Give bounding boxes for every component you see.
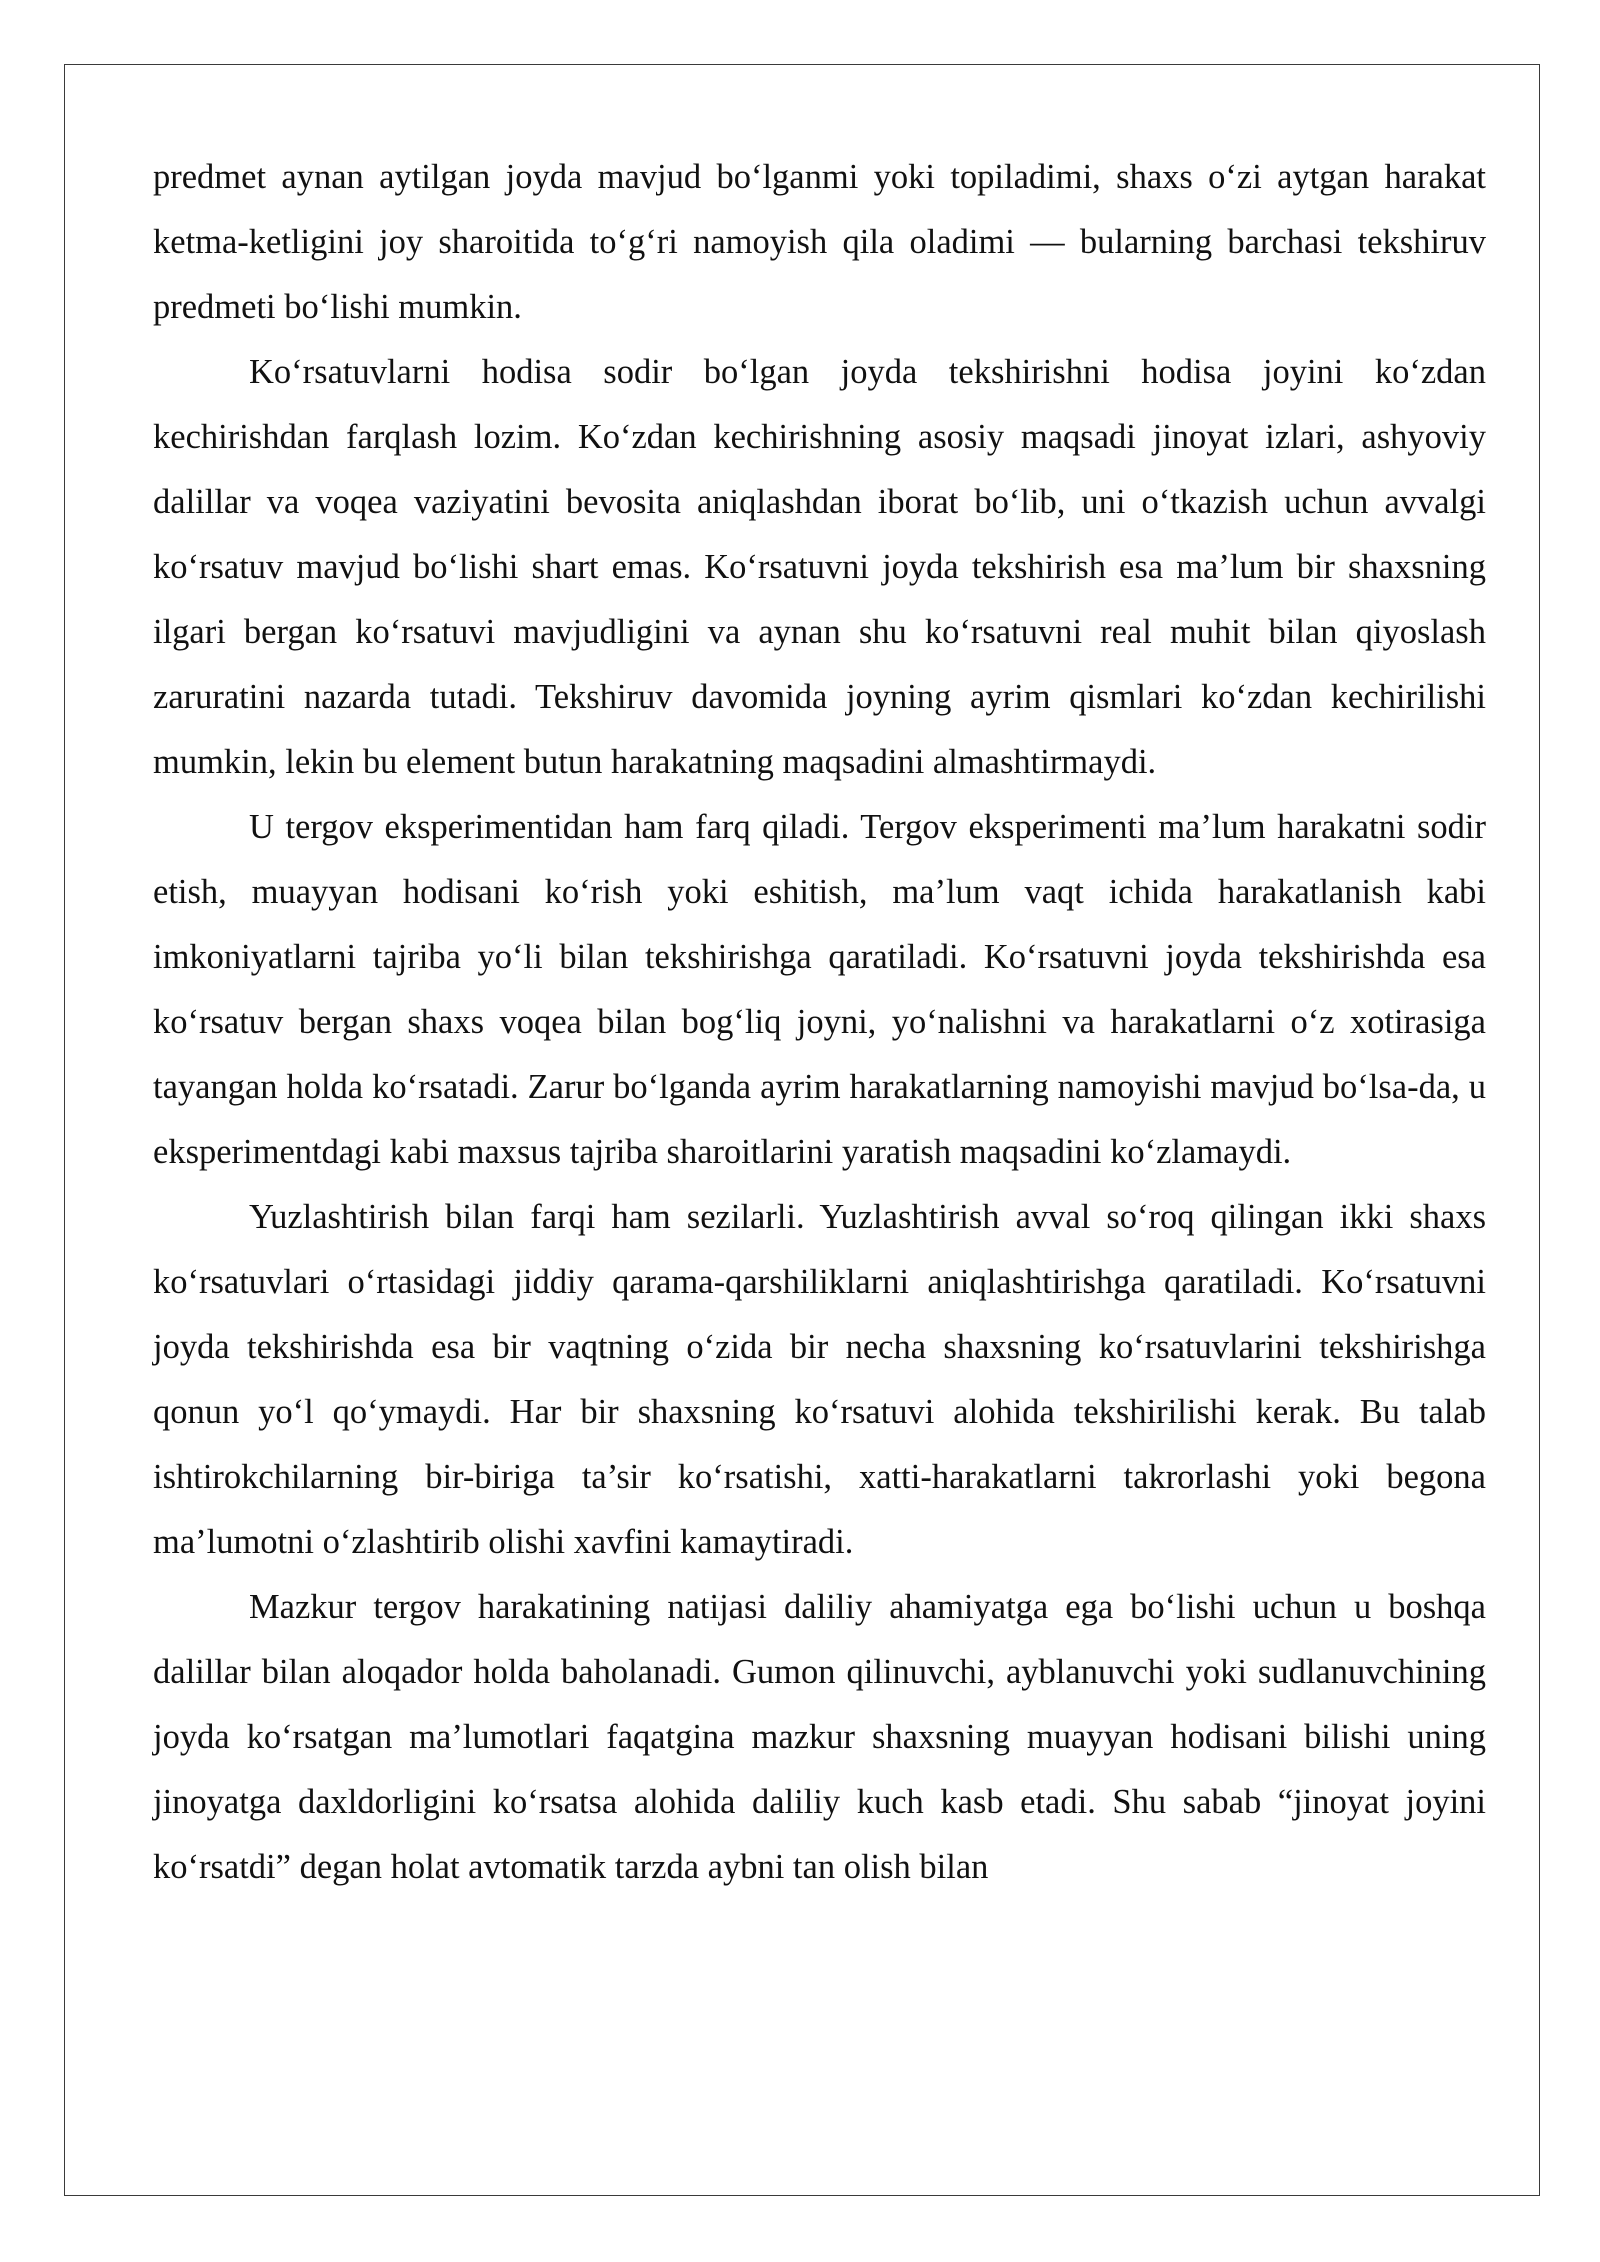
document-body (153, 145, 1486, 1900)
paragraph-experiment-difference: U tergov eksperimentidan ham farq qiladi. Tergov eksperimenti ma’lum harakatni sodir etish, muayyan hodisani ko‘rish yoki eshitish, ma’lum vaqt ichida harakatlanish kabi imkoniyatlarni tajriba yo‘li bilan tekshirishga qaratiladi. Ko‘rsatuvni joyda tekshirishda esa ko‘rsatuv bergan shaxs voqea bilan bog‘liq joyni, yo‘nalishni va harakatlarni o‘z xotirasiga tayangan holda ko‘rsatadi. Zarur bo‘lganda ayrim harakatlarning namoyishi mavjud bo‘lsa-da, u eksperimentdagi kabi maxsus tajriba sharoitlarini yaratish maqsadini ko‘zlamaydi. (153, 808, 1486, 1171)
paragraph-confrontation-difference: Yuzlashtirish bilan farqi ham sezilarli. Yuzlashtirish avval so‘roq qilingan ikki shaxs ko‘rsatuvlari o‘rtasidagi jiddiy qarama-qarshiliklarni aniqlashtirishga qaratiladi. Ko‘rsatuvni joyda tekshirishda esa bir vaqtning o‘zida bir necha shaxsning ko‘rsatuvlarini tekshirishga qonun yo‘l qo‘ymaydi. Har bir shaxsning ko‘rsatuvi alohida tekshirilishi kerak. Bu talab ishtirokchilarning bir-biriga ta’sir ko‘rsatishi, xatti-harakatlarni takrorlashi yoki begona ma’lumotni o‘zlashtirib olishi xavfini kamaytiradi. (153, 1198, 1486, 1561)
paragraph-inspection-difference: Ko‘rsatuvlarni hodisa sodir bo‘lgan joyda tekshirishni hodisa joyini ko‘zdan kechirishdan farqlash lozim. Ko‘zdan kechirishning asosiy maqsadi jinoyat izlari, ashyoviy dalillar va voqea vaziyatini bevosita aniqlashdan iborat bo‘lib, uni o‘tkazish uchun avvalgi ko‘rsatuv mavjud bo‘lishi shart emas. Ko‘rsatuvni joyda tekshirish esa ma’lum bir shaxsning ilgari bergan ko‘rsatuvi mavjudligini va aynan shu ko‘rsatuvni real muhit bilan qiyoslash zaruratini nazarda tutadi. Tekshiruv davomida joyning ayrim qismlari ko‘zdan kechirilishi mumkin, lekin bu element butun harakatning maqsadini almashtirmaydi. (153, 353, 1486, 781)
paragraph-continuation: predmet aynan aytilgan joyda mavjud bo‘lganmi yoki topiladimi, shaxs o‘zi aytgan harakat ketma-ketligini joy sharoitida to‘g‘ri namoyish qila oladimi — bularning barchasi tekshiruv predmeti bo‘lishi mumkin. (153, 158, 1486, 326)
paragraph-evidentiary-value: Mazkur tergov harakatining natijasi daliliy ahamiyatga ega bo‘lishi uchun u boshqa dalillar bilan aloqador holda baholanadi. Gumon qilinuvchi, ayblanuvchi yoki sudlanuvchining joyda ko‘rsatgan ma’lumotlari faqatgina mazkur shaxsning muayyan hodisani bilishi uning jinoyatga daxldorligini ko‘rsatsa alohida daliliy kuch kasb etadi. Shu sabab “jinoyat joyini ko‘rsatdi” degan holat avtomatik tarzda aybni tan olish bilan (153, 1588, 1486, 1886)
